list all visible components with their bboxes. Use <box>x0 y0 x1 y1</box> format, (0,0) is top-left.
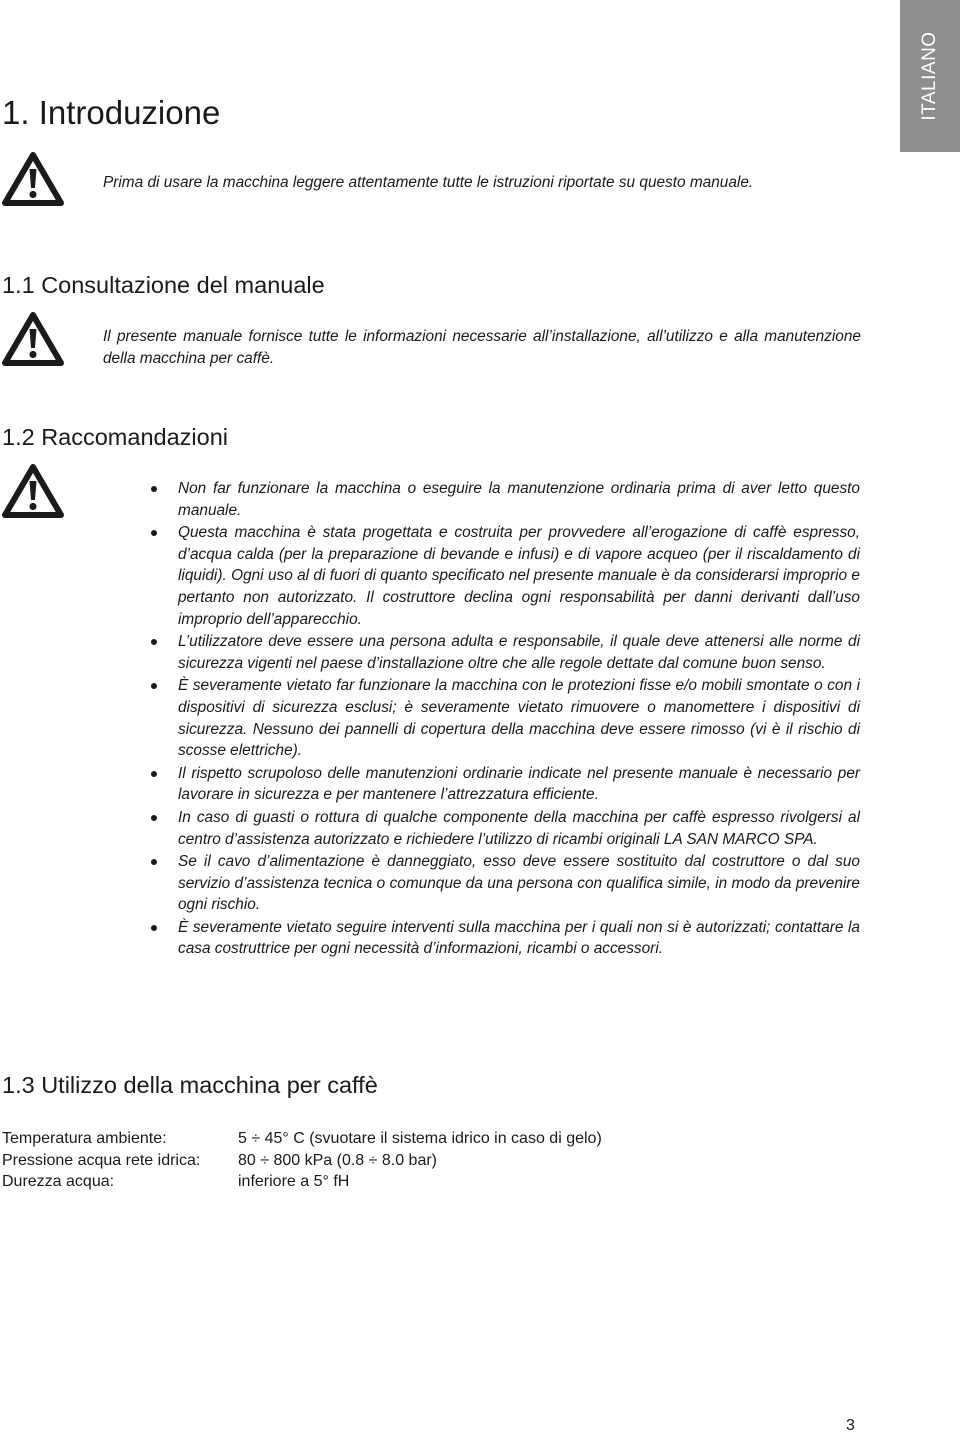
bullet-icon <box>151 639 157 645</box>
language-tab <box>900 0 960 152</box>
bullet-icon <box>151 683 157 689</box>
list-item: È severamente vietato far funzionare la macchina con le protezioni fisse e/o mobili smontate o con i dispositivi di sicurezza esclusi; è severamente vietato rimuovere o manomettere i dispositivi di sicurezza. Nessuno dei pannelli di copertura della macchina deve essere rimosso (vi è il rischio di scosse elettriche). <box>178 675 860 761</box>
spec-value: 5 ÷ 45° C (svuotare il sistema idrico in caso di gelo) <box>238 1130 602 1147</box>
section-1-3-title: 1.3 Utilizzo della macchina per caffè <box>2 1072 378 1098</box>
bullet-icon <box>151 925 157 931</box>
section-1-1-text: Il presente manuale fornisce tutte le informazioni necessarie all’installazione, all’utilizzo e alla manutenzione della macchina per caffè. <box>103 328 861 367</box>
spec-label: Temperatura ambiente: <box>2 1130 167 1147</box>
page-number: 3 <box>846 1417 855 1434</box>
bullet-icon <box>151 486 157 492</box>
spec-label: Durezza acqua: <box>2 1173 115 1190</box>
list-item: In caso di guasti o rottura di qualche componente della macchina per caffè espresso rivolgersi al centro d’assistenza autorizzato e richiedere l’utilizzo di ricambi originali LA SAN MARCO SPA. <box>178 807 860 850</box>
spec-label: Pressione acqua rete idrica: <box>2 1151 201 1169</box>
language-tab-label: ITALIANO <box>919 31 940 121</box>
section-1-title: 1. Introduzione <box>2 94 221 131</box>
list-item: Questa macchina è stata progettata e costruita per provvedere all’erogazione di caffè espresso, d’acqua calda (per la preparazione di bevande e infusi) e di vapore acqueo (per il riscaldamento di liquidi). Ogni uso al di fuori di quanto specificato nel presente manuale è da considerarsi improprio e pertanto non autorizzato. Il costruttore declina ogni responsabilità per danni derivanti dall’uso improprio dell’apparecchio. <box>178 522 860 630</box>
bullet-icon <box>151 530 157 536</box>
list-item: L’utilizzatore deve essere una persona adulta e responsabile, il quale deve attenersi alle norme di sicurezza vigenti nel paese d’installazione oltre che alle regole dettate dal comune buon senso. <box>178 631 860 674</box>
section-1-text: Prima di usare la macchina leggere attentamente tutte le istruzioni riportate su questo manuale. <box>103 174 754 191</box>
list-item: Se il cavo d’alimentazione è danneggiato, esso deve essere sostituito dal costruttore o dal suo servizio d’assistenza tecnica o comunque da una persona con qualifica simile, in modo da prevenire ogni rischio. <box>178 851 860 916</box>
warning-triangle-icon <box>0 462 66 519</box>
section-1-2-title: 1.2 Raccomandazioni <box>2 424 228 450</box>
bullet-icon <box>151 815 157 821</box>
warning-triangle-icon <box>0 310 66 367</box>
bullet-icon <box>151 771 157 777</box>
section-1-1-title: 1.1 Consultazione del manuale <box>2 272 325 298</box>
spec-value: inferiore a 5° fH <box>238 1173 350 1190</box>
bullet-icon <box>151 859 157 865</box>
warning-triangle-icon <box>0 150 66 207</box>
list-item: È severamente vietato seguire interventi sulla macchina per i quali non si è autorizzati; contattare la casa costruttrice per ogni necessità d’informazioni, ricambi o accessori. <box>178 917 860 960</box>
spec-value: 80 ÷ 800 kPa (0.8 ÷ 8.0 bar) <box>238 1151 438 1169</box>
recommendations-list <box>178 478 860 961</box>
list-item: Non far funzionare la macchina o eseguire la manutenzione ordinaria prima di aver letto questo manuale. <box>178 478 860 521</box>
list-item: Il rispetto scrupoloso delle manutenzioni ordinarie indicate nel presente manuale è necessario per lavorare in sicurezza e per mantenere l’attrezzatura efficiente. <box>178 763 860 806</box>
